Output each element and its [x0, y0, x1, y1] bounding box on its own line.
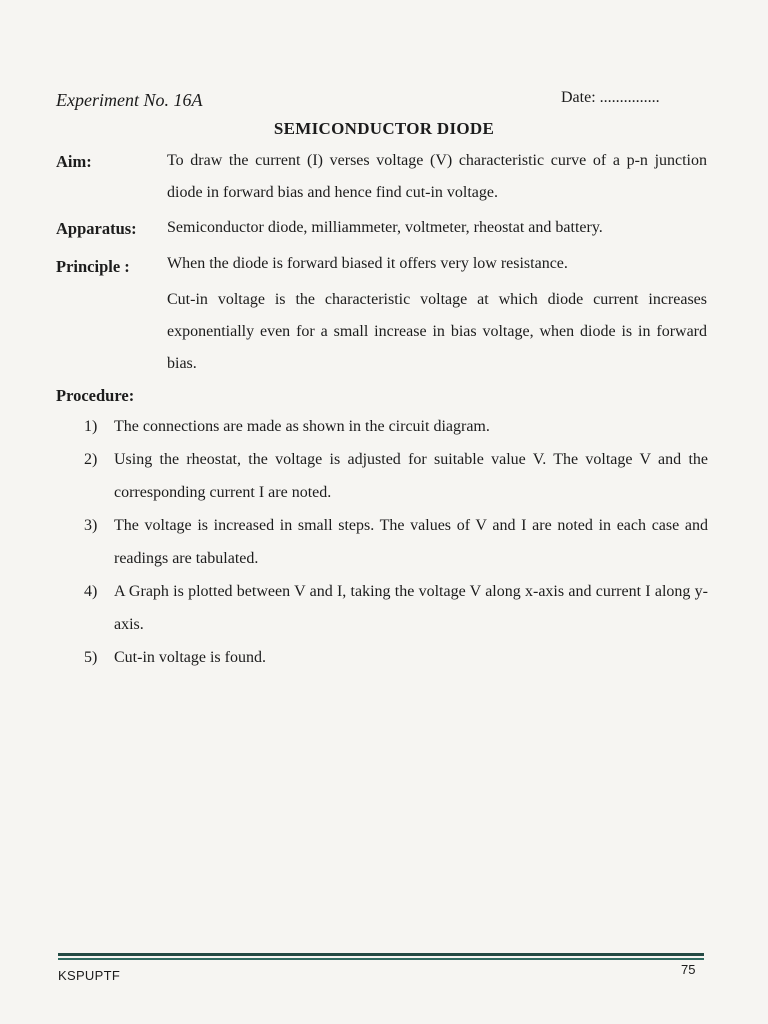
step-number: 1) — [84, 418, 98, 435]
page-number: 75 — [681, 962, 696, 977]
page-title: SEMICONDUCTOR DIODE — [273, 119, 495, 138]
step-text: The voltage is increased in small steps. The values of V and I are noted in each case and readings are tabulated. — [114, 517, 708, 567]
footer-publisher: KSPUPTF — [58, 968, 121, 983]
principle-text-2: Cut-in voltage is the characteristic voltage at which diode current increases exponentially even for a small increase in bias voltage, when diode is in forward bias. — [167, 291, 707, 372]
step-number: 4) — [84, 583, 98, 600]
step-number: 2) — [84, 451, 98, 468]
step-text: Using the rheostat, the voltage is adjusted for suitable value V. The voltage V and the corresponding current I are noted. — [114, 451, 708, 501]
list-item — [84, 509, 708, 575]
principle-label: Principle : — [56, 257, 130, 276]
footer-rule-bottom — [58, 958, 704, 960]
list-item — [84, 443, 708, 509]
aim-text: To draw the current (I) verses voltage (V) characteristic curve of a p-n junction diode in forward bias and hence find cut-in voltage. — [167, 152, 707, 201]
experiment-number: Experiment No. 16A — [56, 90, 203, 110]
step-number: 3) — [84, 517, 98, 534]
apparatus-text: Semiconductor diode, milliammeter, voltmeter, rheostat and battery. — [167, 219, 603, 236]
footer-rule-top — [58, 953, 704, 956]
step-number: 5) — [84, 649, 98, 666]
list-item — [84, 575, 708, 641]
apparatus-label: Apparatus: — [56, 219, 137, 238]
date-field: Date: ............... — [561, 89, 660, 106]
aim-label: Aim: — [56, 152, 92, 171]
step-text: A Graph is plotted between V and I, taking the voltage V along x-axis and current I along y-axis. — [114, 583, 708, 633]
list-item — [84, 410, 708, 443]
procedure-list — [84, 410, 708, 674]
list-item — [84, 641, 708, 674]
step-text: Cut-in voltage is found. — [114, 649, 266, 666]
step-text: The connections are made as shown in the circuit diagram. — [114, 418, 490, 435]
principle-text-1: When the diode is forward biased it offers very low resistance. — [167, 255, 568, 272]
procedure-label: Procedure: — [56, 386, 135, 405]
